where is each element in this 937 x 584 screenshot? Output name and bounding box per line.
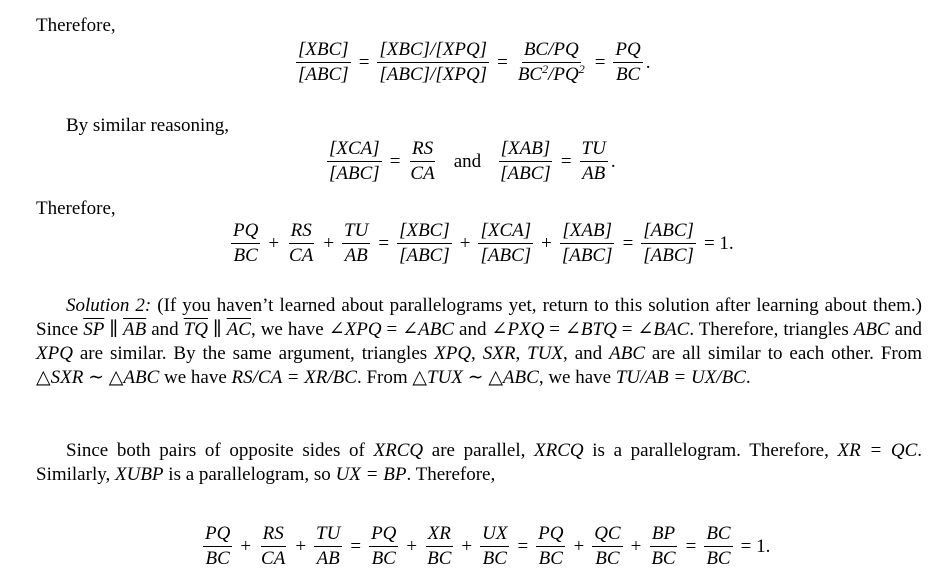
fraction: $\frac{\text{[XBC]}}{\text{[ABC]}}$ [399,220,450,266]
fraction: $\frac{\text{[XBC]/[XPQ]}}{\text{[ABC]/[XPQ]}}$ [379,39,488,85]
solution-2-paragraph: Solution 2: (If you haven’t learned about parallelograms yet, return to this solution after learning about them.) Since $\overline{SP}$ ∥ $\overline{AB}$ and $\overline{TQ}$ ∥ $\overline{AC}$, we have ∠XPQ = ∠ABC and ∠PXQ = ∠BTQ = ∠BAC. Therefore, triangles ABC and XPQ are similar. By the same argument, triangles XPQ, SXR, TUX, and ABC are all similar to each other. From △SXR ∼ △ABC we have RS/CA = XR/BC. From △TUX ∼ △ABC, we have TU/AB = UX/BC. [36,295,923,388]
fraction: $\frac{BC}{BC}$ [706,523,731,569]
equation-sum-areas: $\frac{PQ}{BC}$ + $\frac{RS}{CA}$ + $\frac{TU}{AB}$ = $\frac{\text{[XBC]}}{\text{[ABC]}}$ + $\frac{\text{[XCA]}}{\text{[ABC]}}$ + $\frac{\text{[XAB]}}{\text{[ABC]}}$ = $\frac{\text{[ABC]}}{\text{[ABC]}}$ = 1. [233,220,734,266]
therefore-label-1: Therefore, [36,15,116,36]
fraction: $\frac{UX}{BC}$ [482,523,508,569]
fraction: $\frac{PQ}{BC}$ [615,39,641,85]
fraction: $\frac{\text{[XBC]}}{\text{[ABC]}}$ [298,39,349,85]
fraction: $\frac{\text{[ABC]}}{\text{[ABC]}}$ [643,220,694,266]
fraction: $\frac{PQ}{BC}$ [233,220,259,266]
fraction: $\frac{\text{[XAB]}}{\text{[ABC]}}$ [561,220,613,266]
equation-similar-ratios: $\frac{\text{[XCA]}}{\text{[ABC]}}$ = $\frac{RS}{CA}$ and $\frac{\text{[XAB]}}{\text{[ABC]}}$ = $\frac{TU}{AB}$ . [329,138,616,184]
fraction: $\frac{\text{[XCA]}}{\text{[ABC]}}$ [329,138,380,184]
therefore-label-2: Therefore, [36,198,116,219]
fraction: $\frac{\text{[XCA]}}{\text{[ABC]}}$ [480,220,532,266]
equation-area-ratio: $\frac{\text{[XBC]}}{\text{[ABC]}}$ = $\frac{\text{[XBC]/[XPQ]}}{\text{[ABC]/[XPQ]}}$ = $\frac{BC/PQ}{BC^2/PQ^2}$ = $\frac{PQ}{BC}$ . [298,39,651,85]
fraction: $\frac{BC/PQ}{BC^2/PQ^2}$ [517,39,585,85]
fraction: $\frac{BP}{BC}$ [651,523,676,569]
fraction: $\frac{QC}{BC}$ [594,523,621,569]
equation-final-sum: $\frac{PQ}{BC}$ + $\frac{RS}{CA}$ + $\frac{TU}{AB}$ = $\frac{PQ}{BC}$ + $\frac{XR}{BC}$ + $\frac{UX}{BC}$ = $\frac{PQ}{BC}$ + $\frac{QC}{BC}$ + $\frac{BP}{BC}$ = $\frac{BC}{BC}$ = 1. [205,523,771,569]
fraction: $\frac{RS}{CA}$ [289,220,314,266]
fraction: $\frac{TU}{AB}$ [344,220,369,266]
parallelogram-paragraph: Since both pairs of opposite sides of XRCQ are parallel, XRCQ is a parallelogram. Therefore, XR = QC. Similarly, XUBP is a parallelogram, so UX = BP. Therefore, [36,440,922,485]
fraction: $\frac{RS}{CA}$ [410,138,435,184]
similar-reasoning-label: By similar reasoning, [66,115,230,136]
fraction: $\frac{PQ}{BC}$ [538,523,564,569]
fraction: $\frac{PQ}{BC}$ [205,523,231,569]
fraction: $\frac{TU}{AB}$ [316,523,341,569]
fraction: $\frac{TU}{AB}$ [581,138,606,184]
fraction: $\frac{RS}{CA}$ [261,523,286,569]
fraction: $\frac{PQ}{BC}$ [371,523,397,569]
fraction: $\frac{\text{[XAB]}}{\text{[ABC]}}$ [500,138,551,184]
fraction: $\frac{XR}{BC}$ [427,523,452,569]
